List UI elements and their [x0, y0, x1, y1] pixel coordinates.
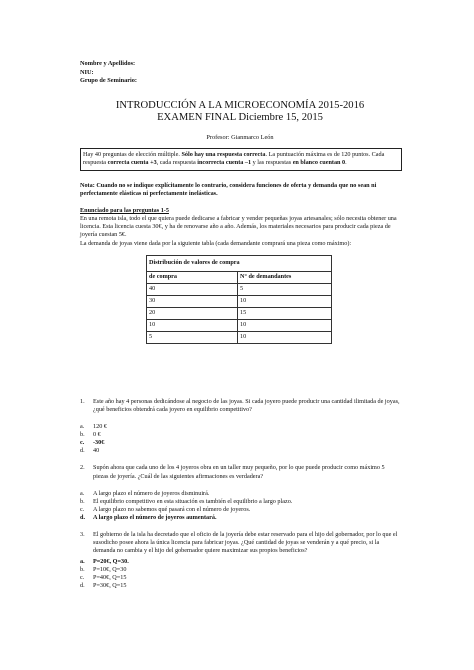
title-line-1: INTRODUCCIÓN A LA MICROECONOMÍA 2015-2016 — [115, 99, 365, 111]
option-c[interactable]: c. A largo plazo no sabemos qué pasará con el número de joyeros. — [80, 505, 251, 513]
option-b[interactable]: b. El equilibrio competitivo en esta situación es también el equilibrio a largo plazo. — [80, 497, 293, 505]
group-label: Grupo de Seminario: — [80, 77, 138, 84]
question-2-options — [80, 490, 400, 522]
exam-title — [80, 100, 400, 124]
option-c[interactable]: c. P=40€, Q=15 — [80, 573, 127, 581]
professor-line: Profesor: Gianmarco León — [206, 133, 274, 141]
option-a[interactable]: a. P=20€, Q=30. — [80, 557, 129, 565]
table-row: 20 15 — [147, 307, 332, 319]
name-label: Nombre y Apellidos: — [80, 60, 136, 67]
exam-page — [80, 60, 400, 590]
option-d[interactable]: d. 40 — [80, 447, 100, 455]
option-d[interactable]: d. A largo plazo el número de joyeros aumentará. — [80, 514, 217, 522]
table-caption: Distribución de valores de compra — [147, 255, 332, 271]
question-text: Supón ahora que cada uno de los 4 joyeros obra en un taller muy pequeño, por lo que puede producir como máximo 5 piezas de joyería. ¿Cuál de las siguientes afirmaciones es verdadera? — [93, 464, 385, 480]
option-d[interactable]: d. P=30€, Q=15 — [80, 581, 127, 589]
statement-paragraph: En una remota isla, todo el que quiera puede dedicarse a fabricar y vender pequeñas joyas artesanales; sólo necesita obtener una licencia. Esta licencia cuesta 30€, y ha de renovarse año a año. Además, los materiales necesarios para producir cada pieza de joyería cuestan 5€. — [80, 215, 397, 239]
purchase-value-table — [146, 255, 332, 344]
option-c[interactable]: c. -30€ — [80, 439, 105, 447]
instructions-text: Hay 40 preguntas de elección múltiple. Sólo hay una respuesta correcta. La puntuación máxima es de 120 puntos. Cada respuesta correcta cuenta +3, cada respuesta incorrecta cuenta –1 y las respuestas en blanco cuentan 0. — [83, 151, 385, 167]
question-text: El gobierno de la isla ha decretado que el oficio de la joyería debe estar reservado para el hijo del gobernador, por lo que el susodicho posee ahora la única licencia para fabricar joyas. ¿Qué cantidad de joyas se venderán y a qué precio, si la demanda no cambia y el hijo del gobernador quiere maximizar sus propios beneficios? — [93, 531, 398, 555]
question-3-options — [80, 558, 400, 590]
option-b[interactable]: b. 0 € — [80, 431, 101, 439]
question-text: Este año hay 4 personas dedicándose al negocio de las joyas. Si cada joyero puede producir una cantidad ilimitada de joyas, ¿qué beneficios obtendrá cada joyero en equilibrio competitivo? — [93, 397, 400, 414]
title-line-2: EXAMEN FINAL Diciembre 15, 2015 — [157, 111, 323, 123]
question-3 — [80, 531, 400, 556]
table-row: 40 5 — [147, 283, 332, 295]
instructions-box — [80, 148, 402, 170]
option-b[interactable]: b. P=10€, Q=30 — [80, 565, 127, 573]
table-row: 30 10 — [147, 295, 332, 307]
question-number: 1. — [80, 397, 85, 405]
question-1 — [80, 398, 400, 414]
question-number: 3. — [80, 531, 85, 539]
question-1-options — [80, 423, 400, 455]
statement-heading: Enunciado para las preguntas 1-5 — [80, 206, 169, 214]
demand-line: La demanda de joyas viene dada por la siguiente tabla (cada demandante comprará una pieza como máximo): — [80, 239, 352, 247]
option-a[interactable]: a. 120 € — [80, 423, 107, 431]
niu-label: NIU: — [80, 68, 94, 76]
question-number: 2. — [80, 464, 85, 472]
table-header-count: N° de demandantes — [238, 271, 332, 283]
student-header — [80, 60, 400, 86]
table-row: 5 10 — [147, 331, 332, 343]
question-2 — [80, 464, 400, 480]
option-a[interactable]: a. A largo plazo el número de joyeros disminuirá. — [80, 489, 210, 497]
table-header-value: de compra — [147, 271, 238, 283]
table-row: 10 10 — [147, 319, 332, 331]
note-text: Nota: Cuando no se indique explícitamente lo contrario, considera funciones de oferta y demanda que no sean ni perfectamente elásticas ni perfectamente inelásticas. — [80, 181, 377, 197]
